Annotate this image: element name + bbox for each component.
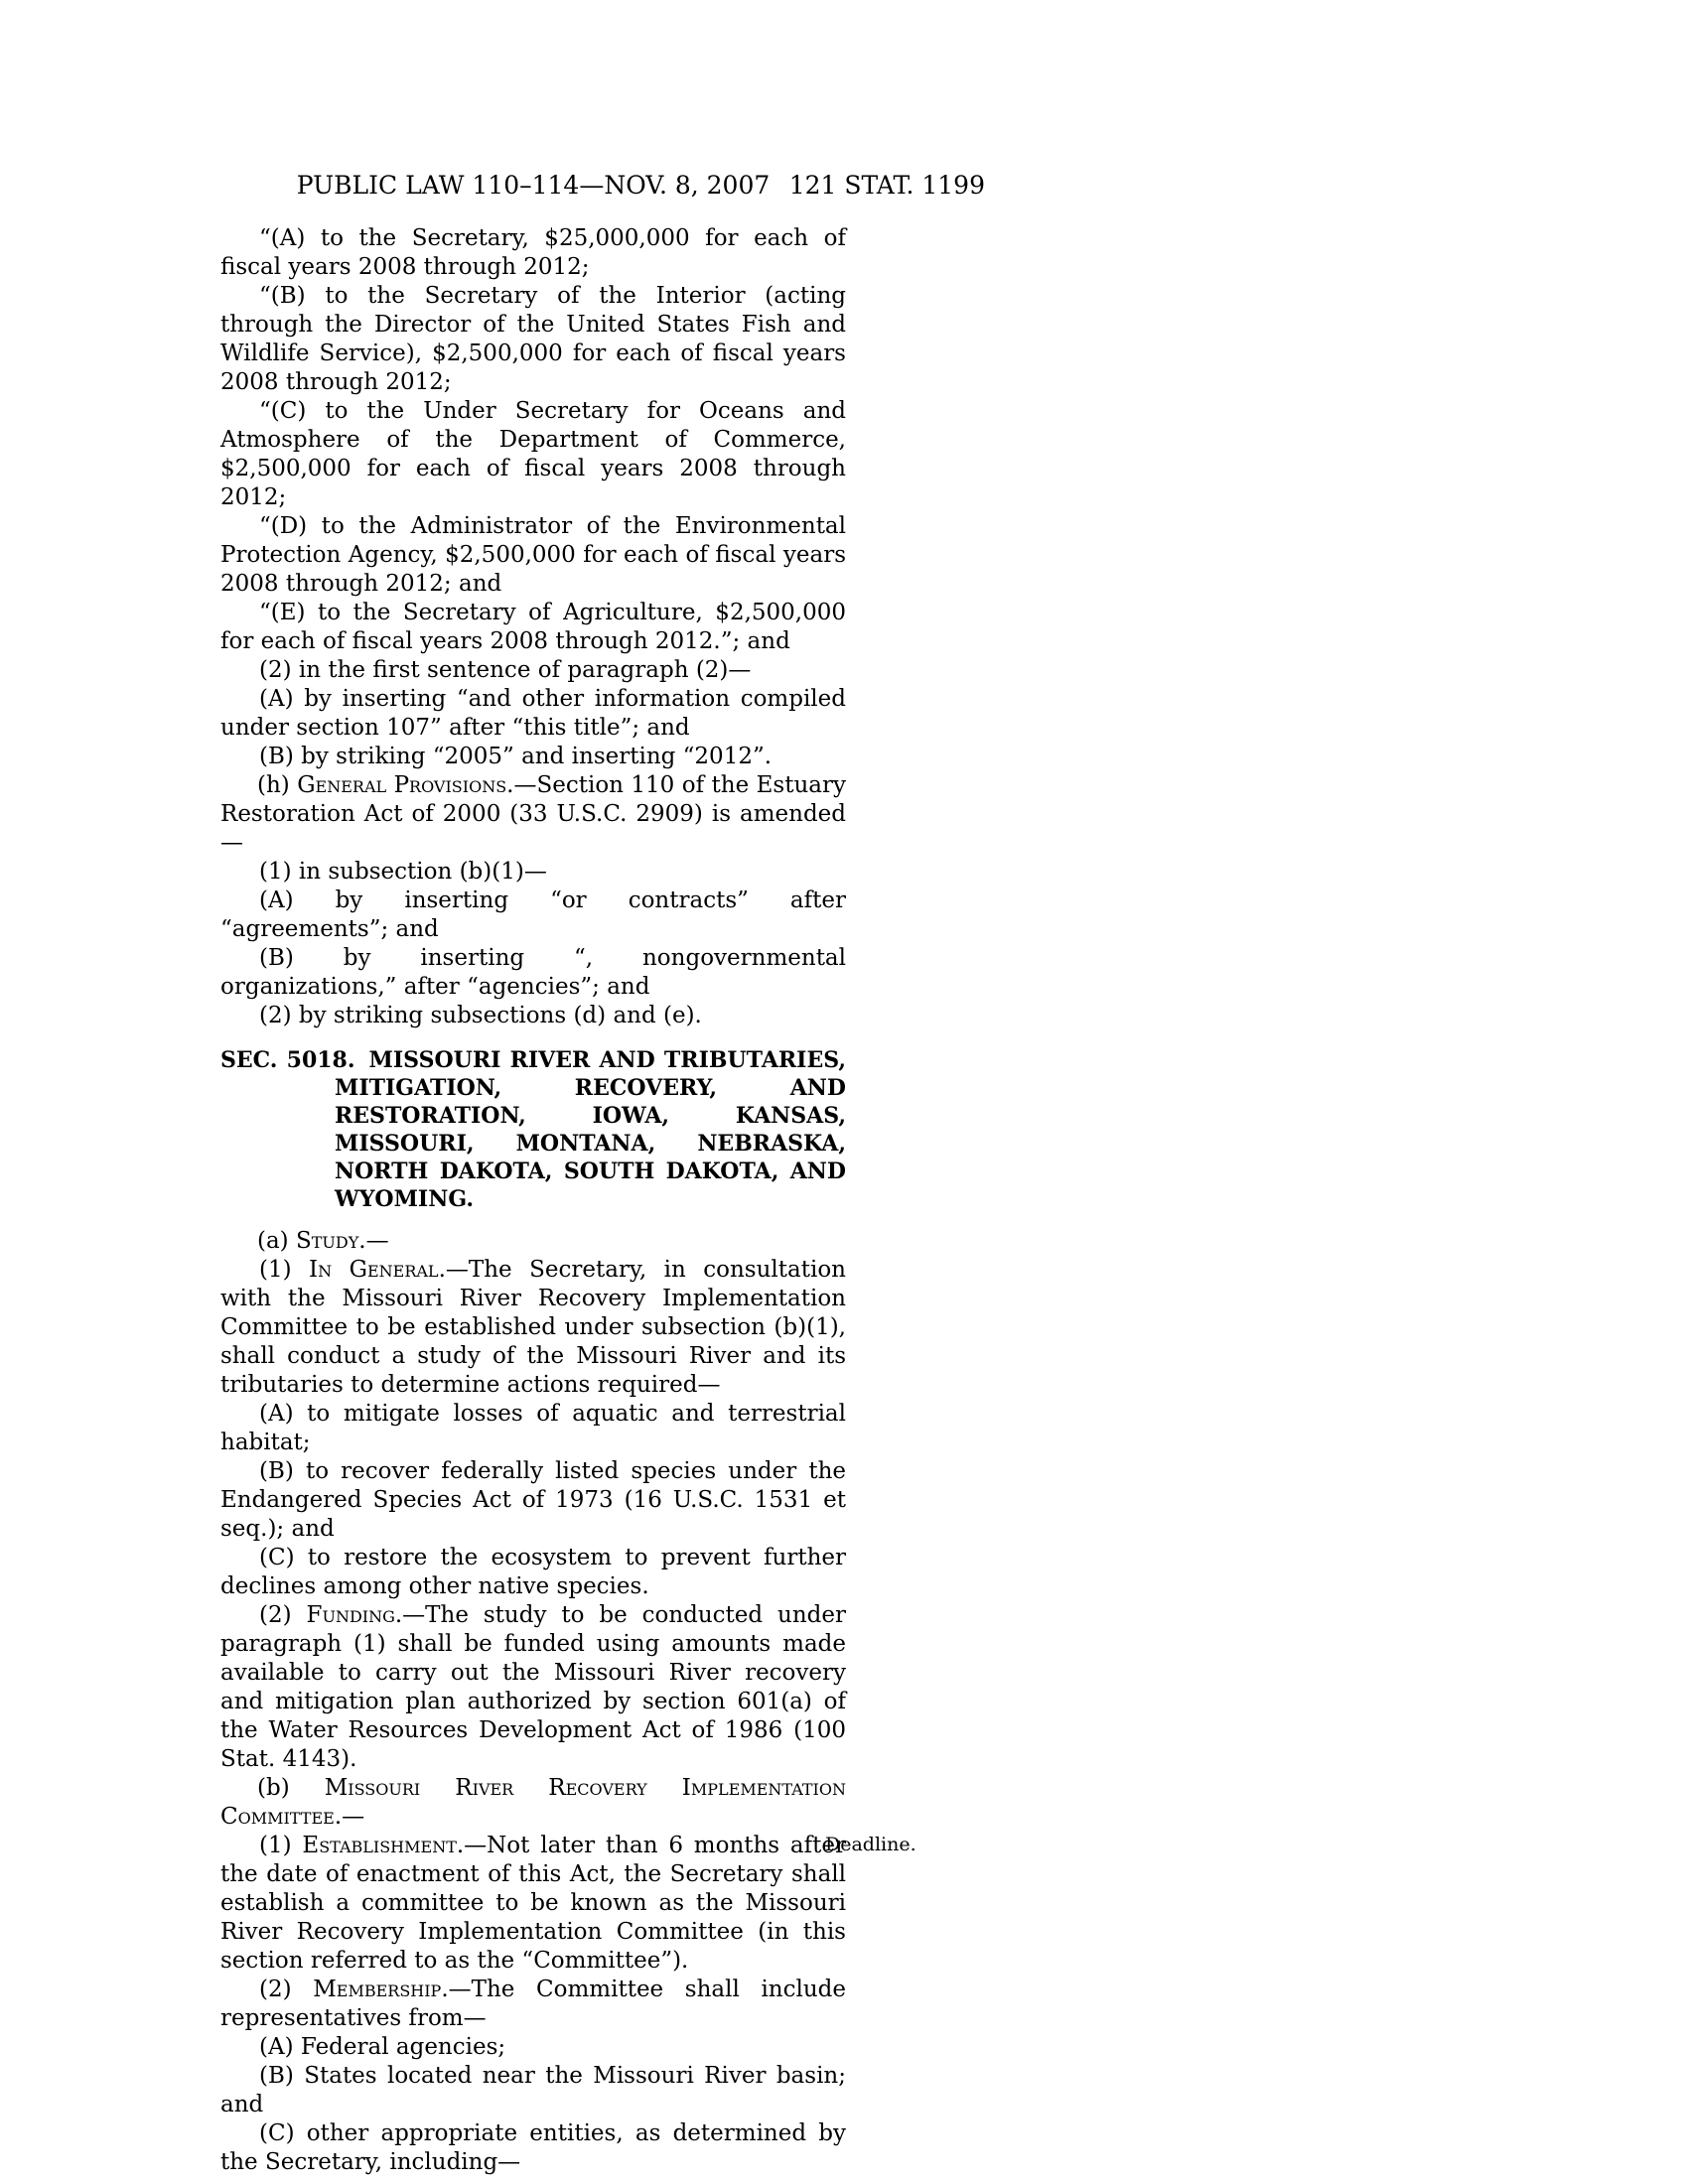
subpara-A-inserting-other-information: (A) by inserting “and other information compiled under section 107” after “this title”; and: [220, 686, 846, 741]
subsection-a-study: (a) Study.—: [257, 1228, 389, 1254]
subpara-B-nongovernmental: (B) by inserting “, nongovernmental organizations,” after “agencies”; and: [220, 945, 846, 1000]
clause-C-commerce-appropriation: “(C) to the Under Secretary for Oceans and Atmosphere of the Department of Commerce, $2,500,000 for each of fiscal years 2008 through 2012;: [220, 398, 846, 510]
clause-A-secretary-appropriation: “(A) to the Secretary, $25,000,000 for each of fiscal years 2008 through 2012;: [220, 225, 846, 280]
subpara-B-recover-species: (B) to recover federally listed species under the Endangered Species Act of 1973 (16 U.S.C. 1531 et seq.); and: [220, 1458, 846, 1542]
paragraph-2-first-sentence: (2) in the first sentence of paragraph (2)—: [259, 657, 752, 683]
statute-body: [220, 224, 916, 2177]
subpara-A-or-contracts: (A) by inserting “or contracts” after “agreements”; and: [220, 887, 846, 942]
paragraph-2-striking-subsections: (2) by striking subsections (d) and (e).: [259, 1003, 702, 1028]
paragraph-1-in-general: (1) In General.—The Secretary, in consultation with the Missouri River Recovery Implementation Committee to be established under subsection (b)(1), shall conduct a study of the Missouri River and its tributaries to determine actions required—: [220, 1257, 846, 1398]
paragraph-2-membership: (2) Membership.—The Committee shall include representatives from—: [220, 1977, 847, 2031]
subpara-B-states-basin: (B) States located near the Missouri River basin; and: [220, 2063, 846, 2117]
section-number: SEC. 5018.: [220, 1047, 355, 1073]
subpara-A-mitigate-losses: (A) to mitigate losses of aquatic and terrestrial habitat;: [220, 1401, 846, 1455]
section-title: MISSOURI RIVER AND TRIBUTARIES, MITIGATION, RECOVERY, AND RESTORATION, IOWA, KANSAS, MISSOURI, MONTANA, NEBRASKA, NORTH DAKOTA, SOUTH DAKOTA, AND WYOMING.: [335, 1047, 846, 1212]
page-content: [220, 171, 985, 2177]
paragraph-1-establishment: Deadline. (1) Establishment.—Not later than 6 months after the date of enactment of this Act, the Secretary shall establish a committee to be known as the Missouri River Recovery Implementation Committee (in this section referred to as the “Committee”).: [220, 1832, 846, 1976]
stat-page-number: 121 STAT. 1199: [788, 171, 985, 200]
clause-D-epa-appropriation: “(D) to the Administrator of the Environmental Protection Agency, $2,500,000 for each of fiscal years 2008 through 2012; and: [220, 513, 846, 597]
section-5018-heading: [220, 1046, 846, 1213]
subpara-B-striking-2005: (B) by striking “2005” and inserting “2012”.: [259, 744, 773, 769]
clause-E-agriculture-appropriation: “(E) to the Secretary of Agriculture, $2,500,000 for each of fiscal years 2008 through 2012.”; and: [220, 600, 846, 654]
margin-note-deadline: Deadline.: [825, 1834, 916, 1855]
subpara-C-restore-ecosystem: (C) to restore the ecosystem to prevent further declines among other native species.: [220, 1545, 846, 1599]
page-header: [220, 171, 985, 206]
law-title: PUBLIC LAW 110–114—NOV. 8, 2007: [296, 171, 771, 200]
subsection-b-committee: (b) Missouri River Recovery Implementation Committee.—: [220, 1775, 846, 1830]
paragraph-2-funding: (2) Funding.—The study to be conducted under paragraph (1) shall be funded using amounts made available to carry out the Missouri River recovery and mitigation plan authorized by section 601(a) of the Water Resources Development Act of 1986 (100 Stat. 4143).: [220, 1602, 847, 1772]
paragraph-1-subsection-b1: (1) in subsection (b)(1)—: [259, 859, 547, 885]
clause-B-interior-appropriation: “(B) to the Secretary of the Interior (acting through the Director of the United States Fish and Wildlife Service), $2,500,000 for each of fiscal years 2008 through 2012;: [220, 283, 846, 395]
subpara-C-other-entities: (C) other appropriate entities, as determined by the Secretary, including—: [220, 2120, 846, 2175]
subsection-h-general-provisions: (h) General Provisions.—Section 110 of the Estuary Restoration Act of 2000 (33 U.S.C. 2909) is amended—: [220, 772, 846, 856]
subpara-A-federal-agencies: (A) Federal agencies;: [259, 2034, 506, 2060]
